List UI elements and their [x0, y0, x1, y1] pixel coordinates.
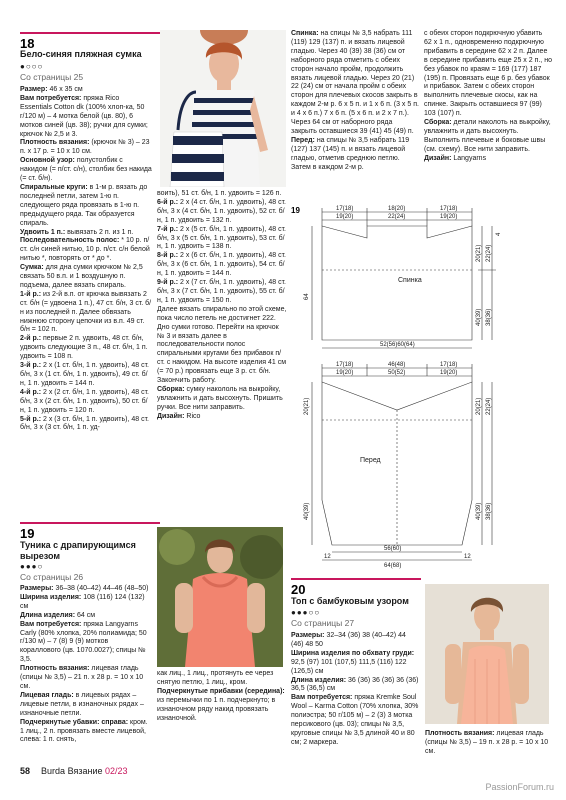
pattern-number-19: 19	[20, 526, 35, 541]
paragraph-text: 2 х (4 ст. б/н, 1 п. удвоить), 48 ст. б/н, 3 х (4 ст. б/н, 1 п. удвоить), 52 ст. б/н, 1 п. удвоить = 132 п.	[157, 198, 286, 224]
dim-front-side-left-1: 40(39)	[304, 502, 310, 520]
paragraph	[20, 86, 152, 95]
footer	[20, 766, 128, 776]
paragraph-heading: Удвоить 1 п.:	[20, 228, 66, 236]
paragraph-text: 36 (36) 36 (36) 36 (36) 36,5 (36,5) см	[291, 676, 419, 693]
difficulty-rating-20: ●●●○○	[291, 608, 321, 617]
dim-front-shoulder2-right: 19(20)	[440, 370, 458, 376]
paragraph	[20, 692, 150, 719]
instructions-19-continued	[424, 30, 552, 164]
paragraph	[20, 585, 150, 594]
paragraph	[20, 95, 152, 140]
paragraph	[424, 155, 552, 164]
paragraph	[291, 677, 419, 695]
paragraph-text: 2 х (1 ст. б/н, 1 п. удвоить), 48 ст. б/н, 3 х (1 ст. б/н, 1 п. удвоить), 49 ст. б/н, 1 п. удвоить = 144 п.	[20, 362, 149, 387]
dim-front-armhole-1: 20(21)	[476, 397, 482, 415]
paragraph-text: 92,5 (97) 101 (107,5) 111,5 (116) 122 (126,5) см	[291, 658, 407, 675]
paragraph	[157, 386, 287, 413]
dim-back-shoulder-left: 17(18)	[336, 206, 354, 212]
paragraph	[157, 190, 287, 199]
magazine-name: Burda Вязание	[41, 766, 103, 776]
paragraph-text: с обеих сторон подкрючную убавить 62 х 1 п., одновременно подкрючную прибавить в середине 62 х 2 п. Далее в середине прибавить еще 25 х 2 п., но без убавок по краям = 169 (177) 187 (195) п. Провязать еще 6 р. без убавок и прибавок. Затем с обеих сторон выполнить плечевые скосы, как на спинке. Закрыть оставшиеся 97 (99) 103 (107) п.	[424, 30, 552, 118]
paragraph-text: лицевая гладь (спицы № 3,5) – 19 п. х 28 р. = 10 х 10 см.	[425, 730, 549, 755]
dim-front-hem: 56(60)	[384, 546, 402, 552]
difficulty-rating-18: ●○○○	[20, 62, 44, 71]
paragraph-heading: 4-й р.:	[20, 388, 42, 396]
dim-back-neck: 18(20)	[388, 206, 406, 212]
dim-side-2: 38(36)	[486, 308, 492, 326]
paragraph	[20, 157, 152, 184]
paragraph	[291, 632, 419, 650]
paragraph	[20, 362, 152, 389]
dim-armhole-2: 22(24)	[486, 244, 492, 262]
section-divider-18	[20, 32, 160, 34]
paragraph	[20, 184, 152, 229]
instructions-18-col1	[20, 86, 152, 433]
paragraph-heading: Длина изделия:	[291, 676, 347, 684]
paragraph	[20, 264, 152, 291]
paragraph	[20, 291, 152, 336]
paragraph	[20, 594, 150, 612]
paragraph	[291, 30, 419, 137]
paragraph	[20, 665, 150, 692]
paragraph-heading: 2-й р.:	[20, 335, 42, 343]
label-back: Спинка	[398, 277, 422, 284]
dim-height: 64	[304, 293, 310, 300]
paragraph	[157, 413, 287, 422]
paragraph	[157, 279, 287, 306]
paragraph-text: в 1-м р. вязать до последней петли, затем 1-ю п. следующего ряда провязать в 1-ю п. предыдущего ряда. Так образуется спираль.	[20, 183, 148, 227]
paragraph	[424, 30, 552, 119]
paragraph	[20, 612, 150, 621]
from-page-18: Со страницы 25	[20, 72, 84, 82]
paragraph-heading: Сборка:	[424, 119, 452, 127]
paragraph-text: первые 2 п. удвоить, 48 ст. б/н, удвоить следующие 3 п., 48 ст. б/н, 1 п. удвоить = 108 п.	[20, 335, 148, 361]
dim-shoulder-drop: 4	[496, 232, 502, 236]
paragraph-text: вывязать 2 п. из 1 п.	[65, 228, 134, 236]
paragraph	[20, 229, 152, 238]
dim-front-shoulder-right: 17(18)	[440, 362, 458, 368]
pattern-number-18: 18	[20, 36, 35, 51]
paragraph-text: как лиц., 1 лиц., протянуть ее через снятую петлю, 1 лиц., кром.	[157, 670, 274, 686]
section-divider-19	[20, 522, 160, 524]
paragraph-text: * 10 р. п/ст. с/н синей нитью, 10 р. п/ст. с/н белой нитью *, повторять от * до *.	[20, 237, 150, 263]
paragraph-heading: 6-й р.:	[157, 198, 179, 206]
paragraph-text: детали наколоть на выкройку, увлажнить и дать высохнуть. Выполнить плечевые и боковые швы (см. схему). Все нити заправить.	[424, 119, 551, 153]
pattern-title-19: Туника с драпирующимся вырезом	[20, 540, 136, 561]
paragraph	[157, 252, 287, 279]
paragraph	[157, 306, 287, 386]
paragraph-heading: Плотность вязания:	[20, 139, 90, 147]
paragraph-text: на спицы № 3,5 набрать 119 (127) 137 (145) п. и вязать лицевой гладью, отметив среднюю петлю. Затем в каждом 2-м р.	[291, 136, 410, 171]
paragraph	[291, 137, 419, 173]
paragraph-text: Langyarns	[451, 154, 487, 162]
schema-number-19: 19	[291, 206, 300, 215]
instructions-20-col1	[291, 632, 419, 748]
paragraph-text: кром. 1 лиц., 2 п. провязать вместе лицевой, слева: 1 п. снять,	[20, 718, 148, 744]
paragraph-text: 2 х (2 ст. б/н, 1 п. удвоить), 48 ст. б/н, 3 х (2 ст. б/н, 1 п. удвоить), 50 ст. б/н, 1 п. удвоить = 120 п.	[20, 388, 149, 414]
paragraph-heading: Спиральные круги:	[20, 183, 88, 191]
instructions-19-back-front	[291, 30, 419, 173]
back-outline	[322, 226, 472, 340]
paragraph-heading: 7-й р.:	[157, 225, 179, 233]
paragraph	[20, 389, 152, 416]
paragraph-heading: Подчеркнутые прибавки (середина):	[157, 687, 285, 695]
paragraph-text: из 2-й в.п. от крючка вывязать 2 ст. б/н (= удвоена 1 п.), 47 ст. б/н, 3 ст. б/н из последней п. Далее обвязать нижнюю сторону цепочки из в.п. 49 ст. б/н = 102 п.	[20, 290, 152, 334]
dim-side-1: 40(39)	[476, 308, 482, 326]
paragraph-text: 32–34 (36) 38 (40–42) 44 (46) 48 50	[291, 632, 406, 648]
paragraph-heading: Основной узор:	[20, 157, 75, 165]
paragraph-heading: Ширина изделия:	[20, 593, 82, 601]
section-divider-20	[291, 578, 421, 580]
paragraph-text: из перемычки по 1 п. подчеркнуто; в изнаночном ряду накид провязать изнаночной.	[157, 696, 276, 722]
paragraph-text: пряжа Kremke Soul Wool – Karma Cotton (70% хлопка, 30% полиэстра; 50 г/105 м) – 2 (3) 3 мотка персикового (цв. 03); спицы № 3,5, круговые спицы № 3,5 длиной 40 и 80 см; 2 маркера.	[291, 694, 419, 746]
dim-front-side-right: 12	[464, 554, 471, 560]
dim-front-armhole-2: 22(24)	[486, 397, 492, 415]
paragraph-heading: Размеры:	[20, 585, 54, 592]
dim-back-shoulder2-right: 19(20)	[440, 214, 458, 220]
paragraph	[291, 650, 419, 677]
paragraph-heading: 3-й р.:	[20, 362, 42, 370]
from-page-20: Со страницы 27	[291, 618, 355, 628]
paragraph-text: 36–38 (40–42) 44–46 (48–50)	[53, 585, 149, 592]
dim-front-armhole-left: 20(21)	[304, 397, 310, 415]
paragraph-text: в лицевых рядах – лицевые петли, в изнаночных рядах – изнаночные петли.	[20, 691, 144, 717]
paragraph-heading: Вам потребуется:	[20, 620, 82, 628]
dim-back-width: 52(56)60(64)	[380, 342, 415, 348]
instructions-19-col2	[157, 670, 285, 723]
dim-front-side-2: 38(36)	[486, 502, 492, 520]
paragraph-text: (крючок № 3) – 23 п. х 17 р. = 10 х 10 см.	[20, 139, 150, 156]
paragraph	[291, 694, 419, 747]
paragraph-heading: Плотность вязания:	[20, 665, 90, 673]
paragraph	[20, 621, 150, 666]
paragraph-text: 46 х 35 см	[47, 86, 83, 93]
dim-front-neck: 46(48)	[388, 362, 406, 368]
paragraph	[157, 688, 285, 724]
dim-front-neck2: 50(52)	[388, 370, 406, 376]
paragraph	[424, 119, 552, 155]
paragraph	[20, 237, 152, 264]
dim-front-side-1: 40(39)	[476, 502, 482, 520]
paragraph-text: на спицы № 3,5 набрать 111 (119) 129 (137) п. и вязать лицевой гладью. Через 40 (39) 38 (36) см от наборного ряда отметить с обеих сторон начало пройм, продолжить вязать лицевой гладью. Через 20 (21) 22 (24) см от начала пройм с обеих сторон для плечевых скосов закрыть в каждом 2-м р. 6 х 5 п. и 1 х 6 п. (3 х 5 п. и 4 х 6 п.) 7 х 6 п. (5 х 6 п. и 2 х 7 п.). Через 64 см от наборного ряда закрыть оставшиеся 39 (41) 45 (49) п.	[291, 30, 419, 135]
paragraph-text: сумку накололь на выкройку, увлажнить и дать высохнуть. Пришить ручки. Все нити заправить.	[157, 385, 283, 411]
paragraph-heading: Дизайн:	[424, 154, 452, 162]
paragraph-text: пряжа Langyarns Carly (80% хлопка, 20% полиамида; 50 г/130 м) – 7 (8) 9 (9) мотков кораллового (цв. 1070.0027); спицы № 3,5.	[20, 620, 147, 664]
photo-bamboo-top	[425, 584, 549, 724]
instructions-19-col1	[20, 585, 150, 745]
paragraph-text: воить), 51 ст. б/н, 1 п. удвоить = 126 п.	[157, 190, 282, 197]
paragraph-heading: Вам потребуется:	[291, 694, 353, 702]
dim-front-side-left: 12	[324, 554, 331, 560]
paragraph-heading: Сумка:	[20, 264, 44, 272]
dim-front-shoulder2-left: 19(20)	[336, 370, 354, 376]
paragraph-text: 2 х (6 ст. б/н, 1 п. удвоить), 48 ст. б/н, 3 х (6 ст. б/н, 1 п. удвоить), 54 ст. б/н, 1 п. удвоить = 144 п.	[157, 252, 286, 278]
paragraph-text: лицевая гладь (спицы № 3,5) – 21 п. х 28 р. = 10 х 10 см.	[20, 665, 144, 690]
paragraph	[20, 139, 152, 157]
paragraph-heading: Длина изделия:	[20, 611, 76, 619]
from-page-19: Со страницы 26	[20, 572, 84, 582]
paragraph-heading: Дизайн:	[157, 412, 185, 420]
paragraph-heading: 9-й р.:	[157, 279, 179, 287]
paragraph-heading: 1-й р.:	[20, 290, 42, 298]
dim-back-shoulder2-left: 19(20)	[336, 214, 354, 220]
paragraph	[157, 199, 287, 226]
paragraph-heading: Размеры:	[291, 632, 325, 639]
paragraph	[425, 730, 553, 757]
paragraph	[157, 670, 285, 688]
label-front: Перед	[360, 457, 381, 464]
paragraph	[20, 335, 152, 362]
paragraph-text: 2 х (7 ст. б/н, 1 п. удвоить), 48 ст. б/н, 3 х (7 ст. б/н, 1 п. удвоить), 55 ст. б/н, 1 п. удвоить = 150 п.	[157, 279, 286, 304]
paragraph	[20, 719, 150, 746]
paragraph-heading: Подчеркнутые убавки: справа:	[20, 718, 129, 726]
photo-beach-bag	[160, 30, 286, 187]
page-number: 58	[20, 766, 31, 776]
paragraph-text: Далее вязать спирально по этой схеме, пока число петель не достигнет 222. Дно сумки готово. Перейти на крючок № 3 и вязать далее в последовательности полос спиральными кругами без прибавок п/ст. с накидом. На высоте изделия 41 см (= 70 р.) провязать еще 3 р. ст. б/н. Закончить работу.	[157, 305, 287, 385]
paragraph-heading: Плотность вязания:	[425, 730, 495, 737]
paragraph-heading: 8-й р.:	[157, 252, 179, 260]
dim-armhole-1: 20(21)	[476, 244, 482, 262]
issue-number: 02/23	[105, 766, 128, 776]
paragraph	[157, 226, 287, 253]
paragraph-text: 64 см	[75, 611, 96, 619]
paragraph-text: пряжа Rico Essentials Cotton dk (100% хлоп-ка, 50 г/120 м) – 4 мотка белой (цв. 80), 6 мотков синей (цв. 38); ручки для сумки; крючок № 2,5 и 3.	[20, 94, 148, 138]
watermark: PassionForum.ru	[485, 782, 554, 792]
paragraph-heading: Ширина изделия по обхвату груди:	[291, 649, 415, 657]
paragraph-text: для дна сумки крючком № 2,5 связать 50 в.п. и 1 воздушную п. подъема, далее вязать спираль.	[20, 264, 143, 289]
paragraph-text: 108 (116) 124 (132) см	[20, 593, 145, 610]
schema-pattern-19	[300, 200, 510, 570]
pattern-title-18: Бело-синяя пляжная сумка	[20, 49, 142, 59]
paragraph-heading: Перед:	[291, 136, 315, 144]
pattern-title-20: Топ с бамбуковым узором	[291, 596, 409, 606]
paragraph-text: 2 х (3 ст. б/н, 1 п. удвоить), 48 ст. б/н, 3 х (3 ст. б/н, 1 п. уд-	[20, 415, 149, 432]
dim-back-shoulder-right: 17(18)	[440, 206, 458, 212]
paragraph-text: Rico	[184, 412, 201, 420]
instructions-18-col2	[157, 190, 287, 422]
paragraph-heading: Сборка:	[157, 385, 185, 393]
dim-back-neck2: 22(24)	[388, 214, 406, 220]
paragraph-heading: 5-й р.:	[20, 415, 42, 423]
difficulty-rating-19: ●●●○	[20, 562, 44, 571]
paragraph	[20, 416, 152, 434]
paragraph-heading: Лицевая гладь:	[20, 691, 74, 699]
paragraph-heading: Спинка:	[291, 30, 319, 37]
paragraph-text: 2 х (5 ст. б/н, 1 п. удвоить), 48 ст. б/н, 3 х (5 ст. б/н, 1 п. удвоить), 53 ст. б/н, 1 п. удвоить = 138 п.	[157, 225, 286, 251]
dim-front-width: 64(68)	[384, 563, 402, 569]
photo-tunic	[157, 527, 283, 667]
paragraph-text: полустолбик с накидом (= п/ст. с/н), столбик без накида (= ст. б/н).	[20, 157, 152, 183]
dim-front-shoulder-left: 17(18)	[336, 362, 354, 368]
pattern-number-20: 20	[291, 582, 306, 597]
paragraph-heading: Размер:	[20, 86, 48, 93]
instructions-20-density	[425, 730, 553, 757]
paragraph-heading: Последовательность полос:	[20, 237, 120, 245]
paragraph-heading: Вам потребуется:	[20, 94, 82, 102]
